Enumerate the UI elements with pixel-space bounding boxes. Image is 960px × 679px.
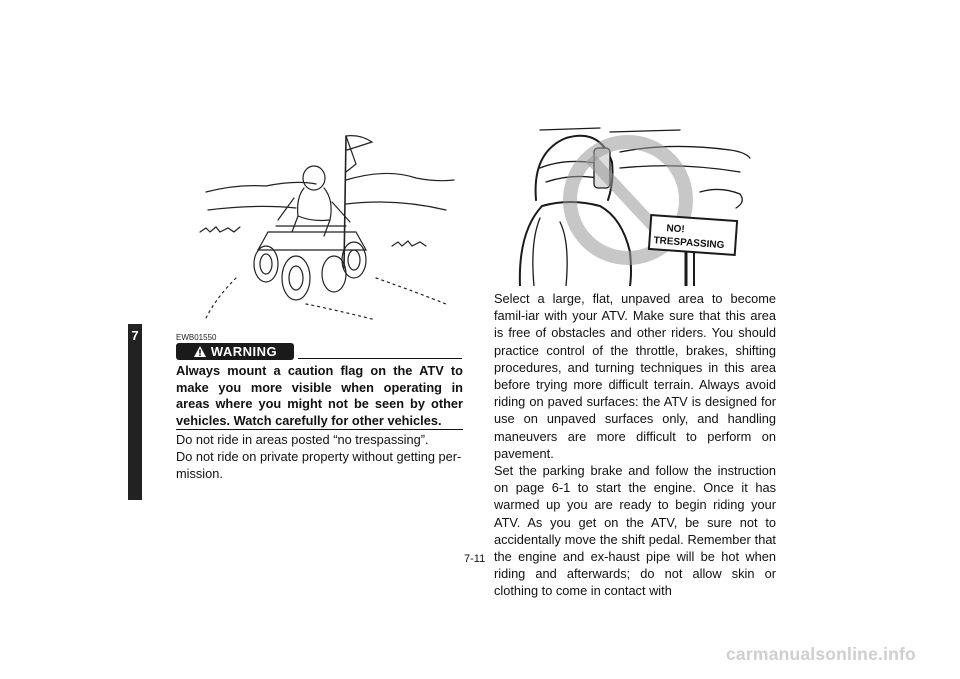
left-column-text bbox=[176, 432, 463, 482]
sign-text-no: NO! bbox=[665, 223, 686, 236]
chapter-tab: 7 bbox=[128, 324, 142, 500]
warning-label bbox=[176, 343, 294, 360]
warning-code: EWB01550 bbox=[176, 333, 217, 342]
no-trespassing-illustration bbox=[500, 122, 752, 286]
right-column-text bbox=[494, 290, 776, 600]
sign-text-trespassing: TRESPASSING bbox=[653, 235, 725, 252]
warning-top-rule bbox=[298, 358, 462, 359]
paragraph: Select a large, flat, unpaved area to become famil-iar with your ATV. Make sure that this area is free of obstacles and other riders. You should practice control of the throttle, brakes, shifting procedures, and turning techniques in this area before trying more difficult terrain. Always avoid riding on paved surfaces: the ATV is designed for use on unpaved surfaces only, and handling maneuvers are more difficult to perform on pavement. bbox=[494, 291, 776, 461]
warning-text: Always mount a caution flag on the ATV to make you more visible when operating in areas where you might not be seen by other vehicles. Watch carefully for other vehicles. bbox=[176, 363, 463, 428]
warning-label-text: WARNING bbox=[210, 344, 278, 359]
paragraph: Do not ride in areas posted “no trespassing”. bbox=[176, 432, 429, 447]
paragraph: Do not ride on private property without getting per-mission. bbox=[176, 448, 462, 481]
page-number: 7-11 bbox=[464, 553, 486, 565]
warning-triangle-icon bbox=[193, 345, 207, 358]
warning-bottom-rule bbox=[176, 429, 463, 430]
atv-with-flag-illustration bbox=[196, 128, 458, 324]
watermark: carmanualsonline.info bbox=[726, 644, 916, 664]
paragraph: Set the parking brake and follow the instruction on page 6-1 to start the engine. Once it has warmed up you are ready to begin riding your ATV. As you get on the ATV, be sure not to accidentally move the shift pedal. Remember that the engine and ex-haust pipe will be hot when riding and afterwards; do not allow skin or clothing to come in contact with bbox=[494, 463, 776, 599]
